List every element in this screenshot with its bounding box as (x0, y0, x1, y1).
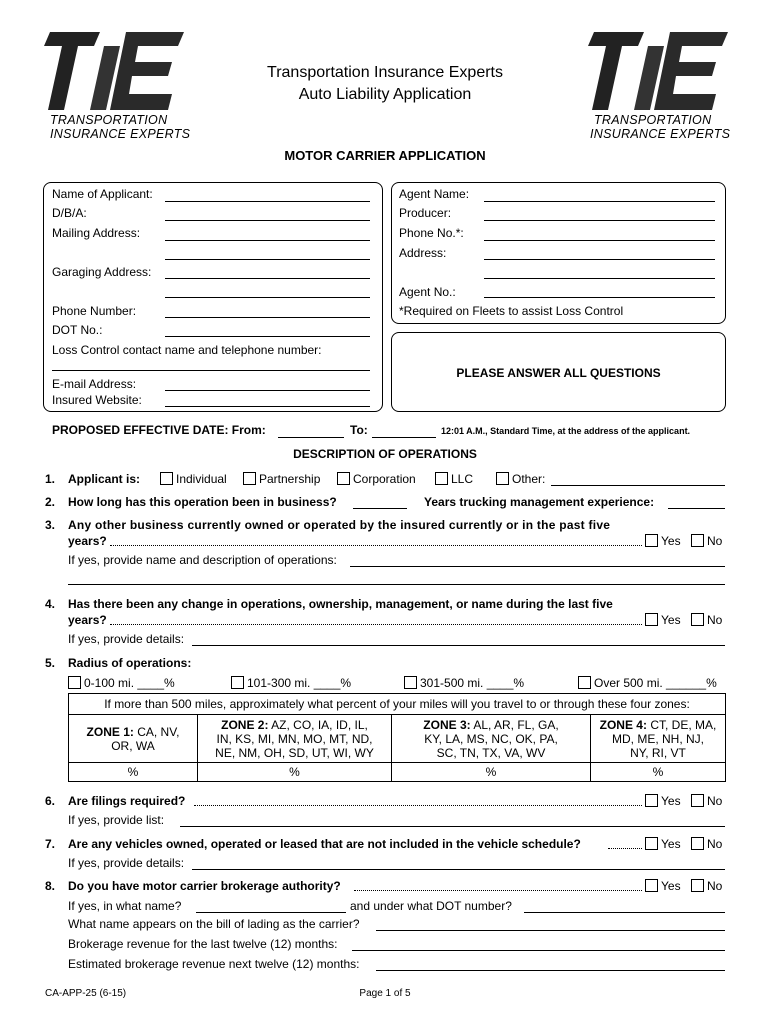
q2-label2: Years trucking management experience: (424, 495, 655, 509)
email-field[interactable] (165, 390, 370, 391)
no-label: No (707, 534, 723, 548)
phone-number-field[interactable] (165, 317, 370, 318)
q1-number: 1. (45, 472, 56, 486)
producer-label: Producer: (399, 206, 452, 220)
option-label: 101-300 mi. ____% (247, 676, 352, 690)
q7-followup: If yes, provide details: (68, 856, 185, 870)
website-field[interactable] (165, 406, 370, 407)
agent-phone-label: Phone No.*: (399, 226, 464, 240)
q5-option-101-300[interactable] (231, 676, 351, 690)
zone-2-cell (198, 715, 392, 763)
q3-no[interactable] (691, 534, 722, 548)
q3-line1: Any other business currently owned or operated by the insured currently or in the past five (68, 518, 611, 532)
form-title: MOTOR CARRIER APPLICATION (284, 148, 486, 163)
loss-control-label: Loss Control contact name and telephone number: (52, 343, 322, 357)
q4-line1: Has there been any change in operations, ownership, management, or name during the last five (68, 597, 613, 611)
q5-option-0-100[interactable] (68, 676, 175, 690)
q8-dot-field[interactable] (524, 912, 725, 913)
zone-4-cell (591, 715, 726, 763)
no-label: No (707, 879, 723, 893)
q6-yes[interactable] (645, 794, 681, 808)
q6-no[interactable] (691, 794, 722, 808)
agent-name-label: Agent Name: (399, 187, 470, 201)
logo-left (42, 28, 192, 141)
option-label: Corporation (353, 472, 416, 486)
logo-text-line2: INSURANCE EXPERTS (50, 127, 191, 141)
checkbox[interactable] (691, 879, 704, 892)
zone-4-states-2: MD, ME, NH, NJ, (612, 731, 704, 746)
no-label: No (707, 794, 723, 808)
no-label: No (707, 613, 723, 627)
effective-date-label: PROPOSED EFFECTIVE DATE: From: (52, 423, 266, 437)
garaging-address-label: Garaging Address: (52, 265, 152, 279)
notice-text: PLEASE ANSWER ALL QUESTIONS (456, 366, 661, 380)
q2-experience-field[interactable] (668, 508, 725, 509)
checkbox[interactable] (691, 837, 704, 850)
zone-1-states-1: CA, NV, (137, 724, 180, 739)
q4-details-field[interactable] (192, 645, 725, 646)
form-number: CA-APP-25 (6-15) (45, 988, 127, 999)
dot-number-field[interactable] (165, 336, 370, 337)
zones-table (68, 693, 726, 782)
q8-revenue-next-label: Estimated brokerage revenue next twelve (12) months: (68, 957, 360, 971)
q4-line2: years? (68, 613, 107, 627)
zone-2-name: ZONE 2: (221, 717, 269, 732)
zone-4-states-1: CT, DE, MA, (650, 717, 717, 732)
checkbox[interactable] (645, 794, 658, 807)
q5-number: 5. (45, 656, 56, 670)
effective-note: 12:01 A.M., Standard Time, at the address of the applicant. (441, 426, 691, 436)
q5-option-301-500[interactable] (404, 676, 524, 690)
option-label: Over 500 mi. ______% (594, 676, 717, 690)
checkbox[interactable] (243, 472, 256, 485)
option-label: Other: (512, 472, 546, 486)
q4-no[interactable] (691, 613, 722, 627)
zone-2-states-1: AZ, CO, IA, ID, IL, (271, 717, 368, 732)
dba-label: D/B/A: (52, 206, 87, 220)
dot-leader (194, 805, 642, 806)
q8-bill-of-lading-label: What name appears on the bill of lading as the carrier? (68, 917, 360, 931)
effective-to-label: To: (350, 423, 368, 437)
logo-text-line1: TRANSPORTATION (50, 113, 168, 127)
zone-1-percent[interactable]: % (69, 763, 198, 782)
q7-no[interactable] (691, 837, 722, 851)
dot-number-label: DOT No.: (52, 323, 103, 337)
yes-label: Yes (661, 794, 681, 808)
q7-details-field[interactable] (192, 869, 725, 870)
section-title: DESCRIPTION OF OPERATIONS (293, 447, 477, 461)
q4-followup: If yes, provide details: (68, 632, 185, 646)
q1-other-field[interactable] (551, 485, 725, 486)
no-label: No (707, 837, 723, 851)
q8-name-label: If yes, in what name? (68, 899, 182, 913)
q6-label: Are filings required? (68, 794, 186, 808)
checkbox[interactable] (691, 794, 704, 807)
zone-4-states-3: NY, RI, VT (630, 745, 686, 760)
page-title-line1: Transportation Insurance Experts (267, 64, 503, 81)
phone-number-label: Phone Number: (52, 304, 137, 318)
logo-right (586, 28, 736, 141)
q8-revenue-last-label: Brokerage revenue for the last twelve (12) months: (68, 937, 338, 951)
zone-3-percent[interactable]: % (392, 763, 591, 782)
applicant-name-field[interactable] (165, 201, 370, 202)
checkbox[interactable] (645, 534, 658, 547)
q5-option-over-500[interactable] (578, 676, 717, 690)
q4-number: 4. (45, 597, 56, 611)
zone-2-states-3: NE, NM, OH, SD, UT, WI, WY (215, 745, 374, 760)
garaging-address-field-2[interactable] (165, 297, 370, 298)
q8-bill-of-lading-field[interactable] (376, 930, 725, 931)
checkbox[interactable] (691, 613, 704, 626)
applicant-name-label: Name of Applicant: (52, 187, 153, 201)
checkbox[interactable] (160, 472, 173, 485)
zone-1-name: ZONE 1: (86, 724, 134, 739)
mailing-address-label: Mailing Address: (52, 226, 141, 240)
agent-required-note: *Required on Fleets to assist Loss Control (399, 304, 624, 318)
q6-followup: If yes, provide list: (68, 813, 165, 827)
q4-yes[interactable] (645, 613, 681, 627)
q1-option-individual[interactable] (160, 472, 227, 486)
q1-label: Applicant is: (68, 472, 141, 486)
zone-2-percent[interactable]: % (198, 763, 392, 782)
option-label: LLC (451, 472, 474, 486)
q2-number: 2. (45, 495, 56, 509)
q3-number: 3. (45, 518, 56, 532)
q6-number: 6. (45, 794, 56, 808)
page-title-line2: Auto Liability Application (298, 86, 472, 103)
yes-label: Yes (661, 534, 681, 548)
effective-to-field[interactable] (372, 437, 436, 438)
agent-phone-field[interactable] (484, 240, 715, 241)
zones-table-header: If more than 500 miles, approximately what percent of your miles will you travel to or through these four zones: (69, 694, 726, 715)
zone-1-cell (69, 715, 198, 763)
q7-number: 7. (45, 837, 56, 851)
option-label: Partnership (259, 472, 321, 486)
option-label: 301-500 mi. ____% (420, 676, 525, 690)
zone-2-states-2: IN, KS, MI, MN, MO, MT, ND, (216, 731, 373, 746)
checkbox[interactable] (496, 472, 509, 485)
q6-list-field[interactable] (180, 826, 725, 827)
q1-option-llc[interactable] (435, 472, 473, 486)
q3-yes[interactable] (645, 534, 681, 548)
producer-field[interactable] (484, 220, 715, 221)
zone-4-percent[interactable]: % (591, 763, 726, 782)
q1-option-partnership[interactable] (243, 472, 320, 486)
logo-text-line1: TRANSPORTATION (594, 113, 712, 127)
dot-leader (110, 545, 642, 546)
zone-4-name: ZONE 4: (599, 717, 647, 732)
agent-number-field[interactable] (484, 297, 715, 298)
loss-control-field[interactable] (52, 370, 370, 371)
dba-field[interactable] (165, 220, 370, 221)
zone-3-states-3: SC, TN, TX, VA, WV (436, 745, 546, 760)
checkbox[interactable] (645, 879, 658, 892)
option-label: Individual (176, 472, 227, 486)
q2-label: How long has this operation been in business? (68, 495, 337, 509)
zone-3-states-1: AL, AR, FL, GA, (473, 717, 559, 732)
q3-line2: years? (68, 534, 107, 548)
checkbox[interactable] (645, 837, 658, 850)
agent-address-field-2[interactable] (484, 278, 715, 279)
q8-revenue-last-field[interactable] (352, 950, 725, 951)
yes-label: Yes (661, 837, 681, 851)
q3-followup: If yes, provide name and description of operations: (68, 553, 337, 567)
dot-leader (354, 890, 642, 891)
q7-yes[interactable] (645, 837, 681, 851)
q8-name-field[interactable] (196, 912, 346, 913)
agent-number-label: Agent No.: (399, 285, 456, 299)
yes-label: Yes (661, 879, 681, 893)
checkbox[interactable] (691, 534, 704, 547)
q8-revenue-next-field[interactable] (376, 970, 725, 971)
garaging-address-field[interactable] (165, 278, 370, 279)
q8-dot-label: and under what DOT number? (350, 899, 512, 913)
website-label: Insured Website: (52, 393, 142, 407)
checkbox[interactable] (645, 613, 658, 626)
effective-from-field[interactable] (278, 437, 344, 438)
zone-3-states-2: KY, LA, MS, NC, OK, PA, (424, 731, 558, 746)
zone-1-states-2: OR, WA (111, 738, 155, 753)
mailing-address-field-2[interactable] (165, 259, 370, 260)
checkbox[interactable] (578, 676, 591, 689)
q3-details-field[interactable] (350, 566, 725, 567)
email-label: E-mail Address: (52, 377, 137, 391)
page-number: Page 1 of 5 (359, 988, 411, 999)
q8-number: 8. (45, 879, 56, 893)
mailing-address-field[interactable] (165, 240, 370, 241)
checkbox[interactable] (231, 676, 244, 689)
logo-text-line2: INSURANCE EXPERTS (590, 127, 731, 141)
q7-label: Are any vehicles owned, operated or leased that are not included in the vehicle schedule? (68, 837, 581, 851)
q3-details-field-2[interactable] (68, 584, 725, 585)
yes-label: Yes (661, 613, 681, 627)
checkbox[interactable] (68, 676, 81, 689)
q5-label: Radius of operations: (68, 656, 192, 670)
checkbox[interactable] (435, 472, 448, 485)
q8-no[interactable] (691, 879, 722, 893)
agent-address-label: Address: (399, 246, 447, 260)
dot-leader (608, 848, 642, 849)
option-label: 0-100 mi. ____% (84, 676, 175, 690)
q2-years-field[interactable] (353, 508, 407, 509)
q8-label: Do you have motor carrier brokerage authority? (68, 879, 341, 893)
zone-3-cell (392, 715, 591, 763)
agent-name-field[interactable] (484, 201, 715, 202)
dot-leader (110, 624, 642, 625)
q1-option-other[interactable] (496, 472, 545, 486)
zone-3-name: ZONE 3: (423, 717, 471, 732)
q1-option-corporation[interactable] (337, 472, 416, 486)
agent-address-field[interactable] (484, 259, 715, 260)
q8-yes[interactable] (645, 879, 681, 893)
checkbox[interactable] (337, 472, 350, 485)
checkbox[interactable] (404, 676, 417, 689)
